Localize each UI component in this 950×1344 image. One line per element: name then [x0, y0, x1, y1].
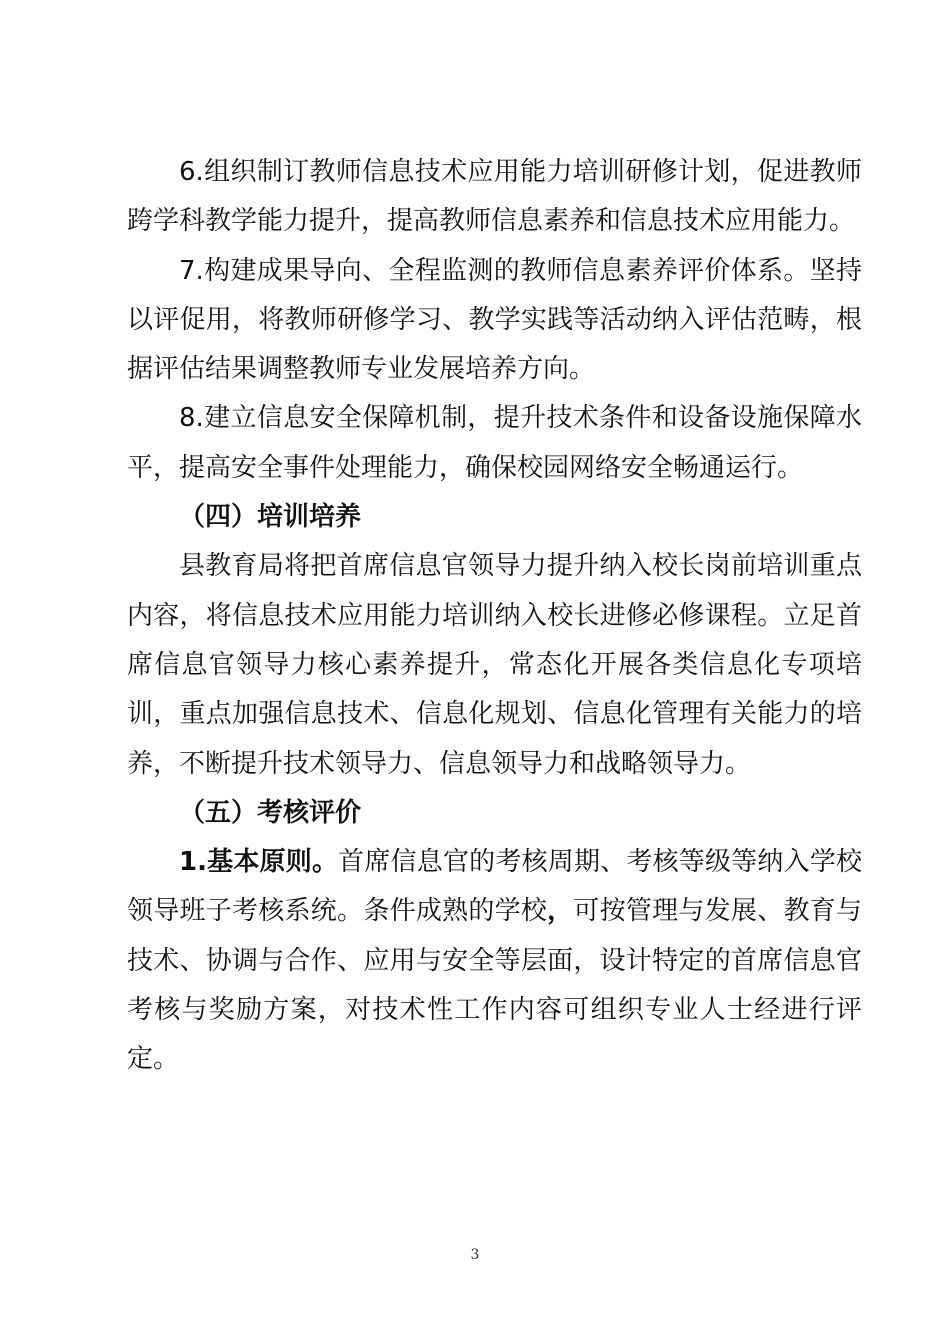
- paragraph-item-7: 7.构建成果导向、全程监测的教师信息素养评价体系。坚持以评促用，将教师研修学习、教学实践等活动纳入评估范畴，根据评估结果调整教师专业发展培养方向。: [127, 255, 862, 385]
- principle-text-part-2: 可按管理与发展、教育与技术、协调与合作、应用与安全等层面，设计特定的首席信息官考核与奖励方案，对技术性工作内容可组织专业人士经进行评定。: [127, 896, 862, 1075]
- principle-comma: ，: [547, 896, 574, 927]
- paragraph-principle: [127, 838, 862, 1084]
- paragraph-item-6: 6.组织制订教师信息技术应用能力培训研修计划，促进教师跨学科教学能力提升，提高教师信息素养和信息技术应用能力。: [127, 157, 862, 237]
- document-body: [127, 148, 862, 1085]
- paragraph-training: 县教育局将把首席信息官领导力提升纳入校长岗前培训重点内容，将信息技术应用能力培训纳入校长进修必修课程。立足首席信息官领导力核心素养提升，常态化开展各类信息化专项培训，重点加强信息技术、信息化规划、信息化管理有关能力的培养，不断提升技术领导力、信息领导力和战略领导力。: [127, 551, 862, 779]
- page-number: 3: [470, 1247, 480, 1263]
- paragraph-item-8: 8.建立信息安全保障机制，提升技术条件和设备设施保障水平，提高安全事件处理能力，确保校园网络安全畅通运行。: [127, 403, 862, 483]
- principle-text-part-1: 首席信息官的考核周期、考核等级等纳入学校领导班子考核系统。条件成熟的学校: [127, 847, 862, 927]
- section-heading-training: （四）培训培养: [179, 502, 362, 533]
- section-heading-evaluation: （五）考核评价: [179, 797, 362, 828]
- principle-label: 1.基本原则。: [179, 847, 339, 878]
